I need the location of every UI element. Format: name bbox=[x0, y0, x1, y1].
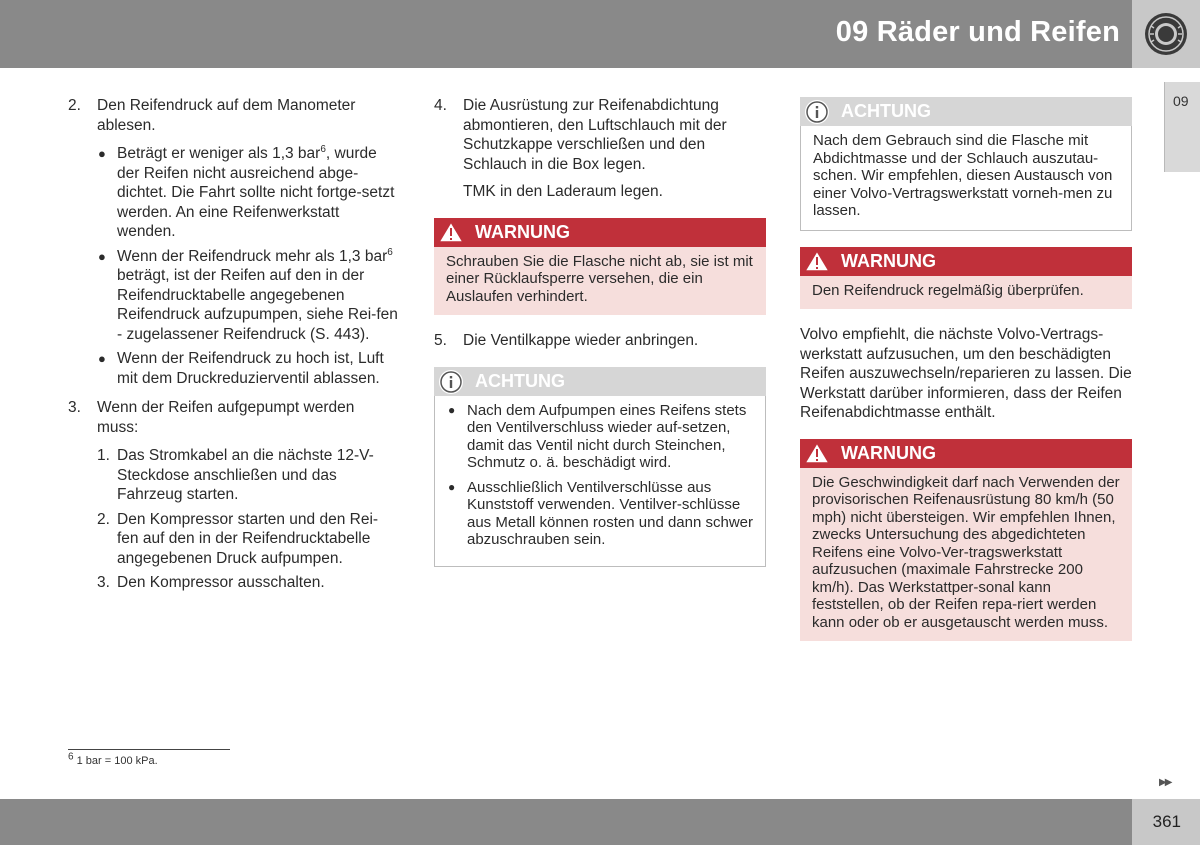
page-footer bbox=[0, 799, 1132, 845]
warning-title: WARNUNG bbox=[841, 442, 936, 463]
column-middle bbox=[434, 96, 766, 583]
step-4 bbox=[434, 96, 766, 202]
tire-icon bbox=[1142, 10, 1190, 58]
warning-text: Die Geschwindigkeit darf nach Verwenden der provisorischen Reifenausrüstung 80 km/h (50 mph) nicht übersteigen. Wir empfehlen Ihnen, zwecks Untersuchung des abgedichteten Reifens eine Volvo-Ver-tragswerkstatt aufzusuchen (maximale Fahrstrecke 200 km/h). Das Werkstattper-sonal kann feststellen, ob der Reifen repa-riert werden kann oder ob er ausgetauscht werden muss. bbox=[800, 468, 1132, 642]
info-icon bbox=[438, 369, 464, 404]
chapter-side-tab-label: 09 bbox=[1173, 93, 1189, 109]
bullet-text-cont: beträgt, ist der Reifen auf den in der Reifendrucktabelle angegebenen Reifendruck aufzupumpen, siehe Rei-fen - zugelassener Reifendruck (S. 443). bbox=[117, 267, 398, 343]
bullet-item bbox=[97, 247, 398, 345]
bullet-text: Beträgt er weniger als 1,3 bar bbox=[117, 145, 321, 162]
warning-box bbox=[434, 218, 766, 316]
warning-triangle-icon bbox=[804, 249, 830, 282]
footnote bbox=[68, 751, 158, 767]
step-2 bbox=[68, 96, 398, 388]
caution-bullet bbox=[447, 479, 753, 549]
caution-header bbox=[434, 367, 766, 396]
warning-box bbox=[800, 439, 1132, 642]
step-number: 5. bbox=[434, 332, 447, 349]
page-number-box bbox=[1132, 799, 1200, 845]
chapter-icon-box bbox=[1132, 0, 1200, 68]
substep-number: 3. bbox=[97, 574, 110, 591]
substep-number: 2. bbox=[97, 510, 110, 528]
warning-header bbox=[434, 218, 766, 247]
substep-number: 1. bbox=[97, 447, 110, 464]
bullet-text-cont: , wurde der Reifen nicht ausreichend abge-dichtet. Die Fahrt sollte nicht fortge-setzt werden. An eine Reifenwerkstatt wenden. bbox=[117, 145, 395, 240]
substep-item bbox=[97, 573, 398, 593]
warning-header bbox=[800, 247, 1132, 276]
chapter-side-tab[interactable] bbox=[1164, 82, 1200, 172]
bullet-dot: ● bbox=[98, 146, 106, 161]
step-text: Die Ventilkappe wieder anbringen. bbox=[463, 332, 699, 349]
caution-box bbox=[434, 367, 766, 567]
bullet-dot: ● bbox=[448, 402, 456, 417]
page-number: 361 bbox=[1152, 812, 1181, 831]
caution-bullet-text: Ausschließlich Ventilverschlüsse aus Kunststoff verwenden. Ventilver-schlüsse aus Metall können rosten und dann schwer abzuschrauben sein. bbox=[467, 478, 754, 548]
warning-box bbox=[800, 247, 1132, 310]
warning-text: Schrauben Sie die Flasche nicht ab, sie ist mit einer Rücklaufsperre versehen, die ein Auslaufen verhindert. bbox=[434, 247, 766, 316]
bullet-dot: ● bbox=[98, 248, 106, 264]
info-icon bbox=[804, 99, 830, 134]
bullet-dot: ● bbox=[448, 479, 456, 494]
bullet-list bbox=[97, 144, 398, 388]
warning-triangle-icon bbox=[438, 220, 464, 253]
footnote-divider bbox=[68, 749, 230, 750]
warning-title: WARNUNG bbox=[841, 250, 936, 271]
bullet-item bbox=[97, 349, 398, 388]
body-paragraph: Volvo empfiehlt, die nächste Volvo-Vertrags-werkstatt aufzusuchen, um den beschädigten Reifen auszuwechseln/reparieren zu lassen. Die Werkstatt darüber informieren, dass der Reifen Reifenabdichtmasse enthält. bbox=[800, 326, 1132, 421]
caution-bullet bbox=[447, 402, 753, 472]
footnote-ref[interactable]: 6 bbox=[387, 246, 393, 258]
substep-text: Das Stromkabel an die nächste 12-V-Steckdose anschließen und das Fahrzeug starten. bbox=[117, 447, 374, 503]
caution-bullet-text: Nach dem Aufpumpen eines Reifens stets den Ventilverschluss wieder auf-setzen, damit das Ventil nicht durch Steinchen, Schmutz o. ä. beschädigt wird. bbox=[467, 401, 747, 471]
caution-text: Nach dem Gebrauch sind die Flasche mit Abdichtmasse und der Schlauch auszutau-schen. Wir empfehlen, diesen Austausch von einer Volvo-Vertragswerkstatt vorneh-men zu lassen. bbox=[800, 126, 1132, 231]
warning-header bbox=[800, 439, 1132, 468]
step-3 bbox=[68, 398, 398, 593]
substep-text: Den Kompressor ausschalten. bbox=[117, 574, 325, 591]
double-arrow-right-icon[interactable]: ▶▶ bbox=[1159, 777, 1171, 788]
footnote-marker: 6 bbox=[68, 751, 74, 763]
step-number: 4. bbox=[434, 97, 447, 114]
bullet-text: Wenn der Reifendruck zu hoch ist, Luft mit dem Druckreduzierventil ablassen. bbox=[117, 350, 384, 387]
caution-header bbox=[800, 97, 1132, 126]
bullet-dot: ● bbox=[98, 351, 106, 366]
bullet-text: Wenn der Reifendruck mehr als 1,3 bar bbox=[117, 247, 388, 265]
substep-list bbox=[97, 446, 398, 593]
warning-triangle-icon bbox=[804, 441, 830, 474]
page-header bbox=[0, 0, 1132, 68]
footnote-ref[interactable]: 6 bbox=[320, 143, 326, 155]
step-text: Die Ausrüstung zur Reifenabdichtung abmontieren, den Luftschlauch mit der Schutzkappe verschließen und den Schlauch in die Box legen. bbox=[463, 97, 727, 173]
footnote-text: 1 bar = 100 kPa. bbox=[73, 755, 158, 767]
chapter-title: 09 Räder und Reifen bbox=[835, 16, 1120, 48]
column-left bbox=[68, 96, 398, 603]
substep-item bbox=[97, 510, 398, 569]
step-note: TMK in den Laderaum legen. bbox=[463, 183, 663, 200]
step-number: 3. bbox=[68, 399, 81, 416]
column-right bbox=[800, 97, 1132, 657]
caution-title: ACHTUNG bbox=[841, 101, 931, 121]
caution-title: ACHTUNG bbox=[475, 370, 565, 391]
caution-body bbox=[434, 396, 766, 567]
warning-text: Den Reifendruck regelmäßig überprüfen. bbox=[800, 276, 1132, 310]
substep-item bbox=[97, 446, 398, 505]
step-5 bbox=[434, 331, 766, 351]
substep-text: Den Kompressor starten und den Rei-fen auf den in der Reifendrucktabelle angegebenen Druck aufpumpen. bbox=[117, 510, 379, 567]
step-number: 2. bbox=[68, 97, 81, 114]
caution-box bbox=[800, 97, 1132, 231]
step-text: Wenn der Reifen aufgepumpt werden muss: bbox=[97, 399, 355, 436]
bullet-item bbox=[97, 144, 398, 242]
step-text: Den Reifendruck auf dem Manometer ablesen. bbox=[97, 97, 356, 134]
warning-title: WARNUNG bbox=[475, 221, 570, 242]
